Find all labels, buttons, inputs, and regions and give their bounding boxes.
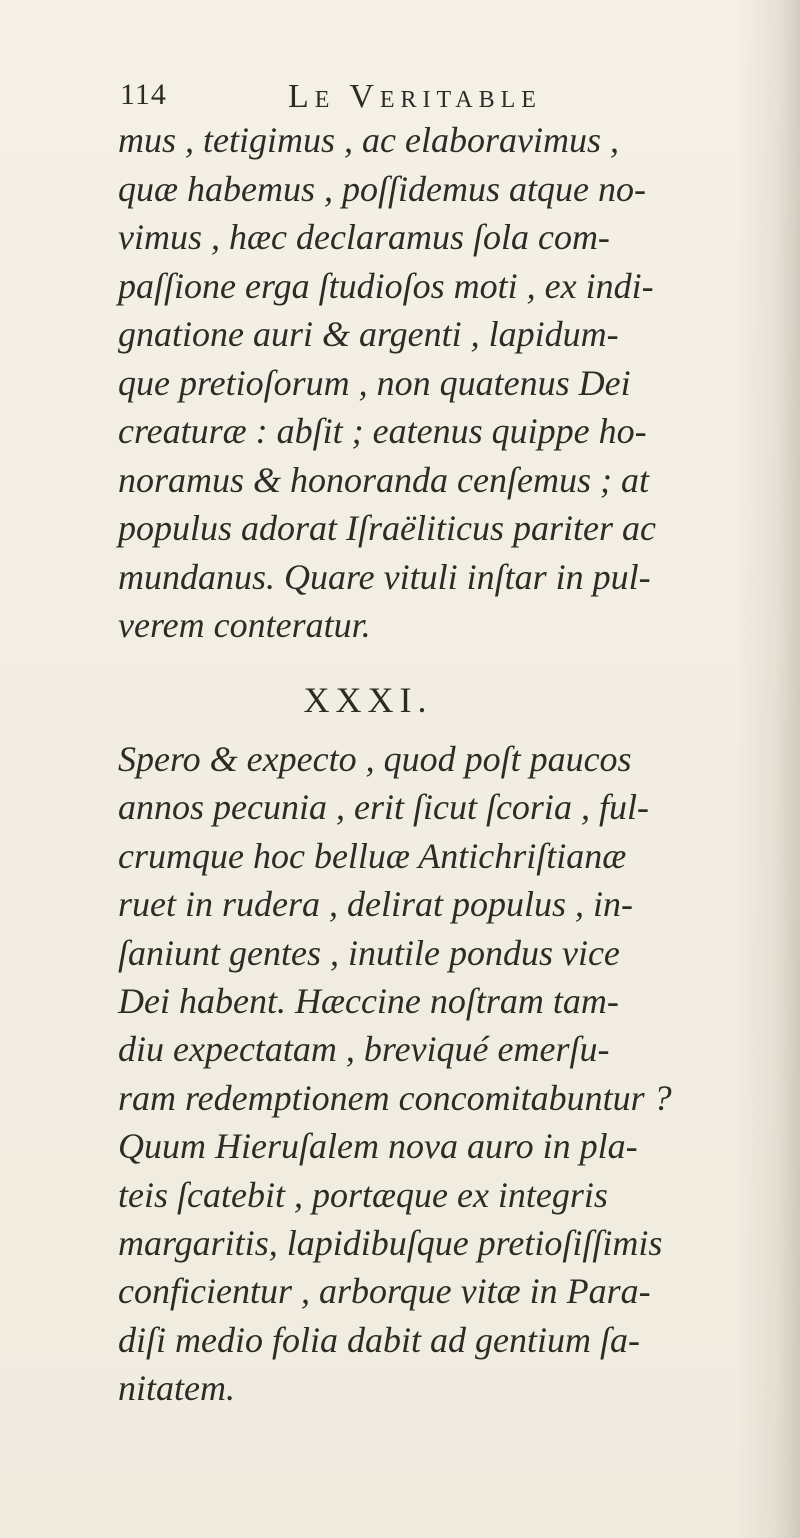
text-line: ram redemptionem concomitabuntur ? bbox=[118, 1077, 672, 1118]
section-heading: XXXI. bbox=[303, 680, 433, 720]
text-line: populus adorat Iſraëliticus pariter ac bbox=[118, 508, 656, 548]
text-line: creaturæ : abſit ; eatenus quippe ho- bbox=[118, 411, 647, 451]
running-title: Le Veritable bbox=[288, 78, 542, 115]
text-line: nitatem. bbox=[118, 1368, 235, 1409]
text-line: teis ſcatebit , portæque ex integris bbox=[118, 1174, 608, 1215]
text-line: conficientur , arborque vitæ in Para- bbox=[118, 1271, 651, 1312]
text-line: que pretioſorum , non quatenus Dei bbox=[118, 362, 631, 403]
text-line: Dei habent. Hæccine noſtram tam- bbox=[118, 980, 619, 1021]
text-line: mus , tetigimus , ac elaboravimus , bbox=[118, 120, 619, 160]
text-line: quæ habemus , poſſidemus atque no- bbox=[118, 168, 646, 209]
paragraph-continued bbox=[118, 116, 768, 650]
text-line: margaritis, lapidibuſque pretioſiſſimis bbox=[118, 1222, 663, 1263]
text-line: noramus & honoranda cenſemus ; at bbox=[118, 459, 649, 500]
text-line: annos pecunia , erit ſicut ſcoria , ful- bbox=[118, 787, 649, 828]
paragraph-section-xxxi bbox=[118, 735, 768, 1412]
text-line: diſi medio folia dabit ad gentium ſa- bbox=[118, 1319, 640, 1360]
text-line: ſaniunt gentes , inutile pondus vice bbox=[118, 932, 620, 973]
text-line: ruet in rudera , delirat populus , in- bbox=[118, 884, 633, 925]
text-line: crumque hoc belluæ Antichriſtianæ bbox=[118, 835, 627, 876]
page-header bbox=[120, 78, 680, 120]
text-line: paſſione erga ſtudioſos moti , ex indi- bbox=[118, 265, 654, 306]
text-line: Spero & expecto , quod poſt paucos bbox=[118, 739, 632, 779]
text-line: gnatione auri & argenti , lapidum- bbox=[118, 314, 619, 354]
text-line: verem conteratur. bbox=[118, 605, 371, 645]
text-line: Quum Hieruſalem nova auro in pla- bbox=[118, 1126, 638, 1167]
text-line: mundanus. Quare vituli inſtar in pul- bbox=[118, 556, 651, 597]
text-line: vimus , hæc declaramus ſola com- bbox=[118, 217, 610, 257]
page-number: 114 bbox=[120, 78, 167, 111]
text-line: diu expectatam , breviqué emerſu- bbox=[118, 1029, 610, 1070]
